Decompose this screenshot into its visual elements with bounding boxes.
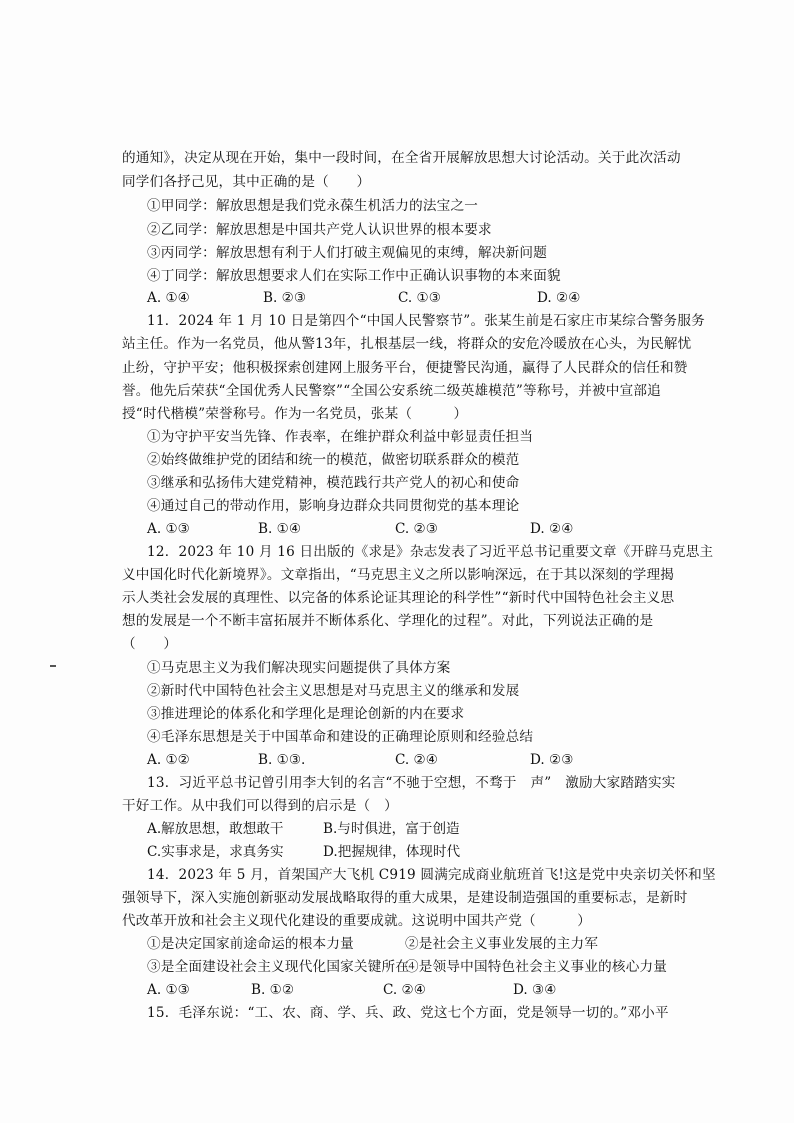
- q12-option-b: B. ①③.: [258, 752, 306, 768]
- q15-line-1: 15．毛泽东说：“工、农、商、学、兵、政、党这七个方面，党是领导一切的。”邓小平: [147, 1005, 669, 1021]
- q11-statement-4: ④通过自己的带动作用，影响身边群众共同贯彻党的基本理论: [147, 498, 520, 514]
- q14-line-3: 代改革开放和社会主义现代化建设的重要成就。这说明中国共产党（ ）: [122, 913, 591, 929]
- q10-option-b: B. ②③: [263, 290, 307, 306]
- q12-line-5: （ ）: [122, 636, 178, 652]
- q12-statement-2: ②新时代中国特色社会主义思想是对马克思主义的继承和发展: [147, 683, 520, 699]
- q14-statement-4: ④是领导中国特色社会主义事业的核心力量: [405, 959, 668, 975]
- q12-option-a: A. ①②: [147, 752, 190, 768]
- q12-line-4: 想的发展是一个不断丰富拓展并不断体系化、学理化的过程”。对此，下列说法正确的是: [122, 613, 654, 629]
- q11-option-d: D. ②④: [530, 521, 574, 537]
- q14-statement-3: ③是全面建设社会主义现代化国家关键所在: [147, 959, 410, 975]
- q10-statement-2: ②乙同学：解放思想是中国共产党人认识世界的根本要求: [147, 222, 492, 238]
- q12-option-d: D. ②③: [530, 752, 574, 768]
- q14-option-a: A. ①③: [147, 982, 190, 998]
- q13-line-2: 干好工作。从中我们可以得到的启示是（ ）: [122, 798, 398, 814]
- q13-option-c: C.实事求是，求真务实: [147, 844, 284, 860]
- q12-option-c: C. ②④: [395, 752, 438, 768]
- q10-statement-3: ③丙同学：解放思想有利于人们打破主观偏见的束缚，解决新问题: [147, 245, 548, 261]
- q11-line-4: 誉。他先后荣获“全国优秀人民警察”“全国公安系统二级英雄模范”等称号，并被中宣部追: [122, 383, 661, 399]
- q14-line-1: 14．2023 年 5 月，首架国产大飞机 C919 圆满完成商业航班首飞!这是党中央亲切关怀和坚: [147, 867, 716, 883]
- q13-line-1: 13．习近平总书记曾引用李大钊的名言“不驰于空想，不骛于 声” 激励大家踏踏实实: [147, 775, 676, 791]
- q14-option-b: B. ①②: [251, 982, 295, 998]
- q10-option-c: C. ①③: [398, 290, 441, 306]
- q11-line-5: 授“时代楷模”荣誉称号。作为一名党员，张某（ ）: [122, 406, 468, 422]
- q11-option-a: A. ①③: [147, 521, 190, 537]
- q12-statement-3: ③推进理论的体系化和学理化是理论创新的内在要求: [147, 706, 465, 722]
- q14-statement-1: ①是决定国家前途命运的根本力量: [147, 936, 354, 952]
- q11-line-1: 11．2024 年 1 月 10 日是第四个“中国人民警察节”。张某生前是石家庄市某综合警务服务: [147, 313, 705, 329]
- q11-statement-3: ③继承和弘扬伟大建党精神，模范践行共产党人的初心和使命: [147, 475, 520, 491]
- q12-statement-1: ①马克思主义为我们解决现实问题提供了具体方案: [147, 660, 451, 676]
- q12-line-1: 12．2023 年 10 月 16 日出版的《求是》杂志发表了习近平总书记重要文章《开辟马克思主: [147, 544, 714, 560]
- q10-option-a: A. ①④: [147, 290, 190, 306]
- q14-line-2: 强领导下，深入实施创新驱动发展战略取得的重大成果，是建设制造强国的重要标志，是新时: [122, 890, 688, 906]
- q10-statement-1: ①甲同学：解放思想是我们党永葆生机活力的法宝之一: [147, 198, 479, 214]
- q13-option-a: A.解放思想，敢想敢干: [147, 821, 284, 837]
- q10-statement-4: ④丁同学：解放思想要求人们在实际工作中正确认识事物的本来面貌: [147, 268, 561, 284]
- q12-line-3: 示人类社会发展的真理性、以完备的体系论证其理论的科学性”“新时代中国特色社会主义思: [122, 590, 675, 606]
- q12-line-2: 义中国化时代化新境界》。文章指出，“马克思主义之所以影响深远，在于其以深刻的学理揭: [122, 567, 675, 583]
- q11-line-3: 止纷，守护平安；他积极探索创建网上服务平台，便捷警民沟通，赢得了人民群众的信任和赞: [122, 360, 688, 376]
- q13-option-d: D.把握规律，体现时代: [323, 844, 461, 860]
- q11-option-c: C. ②③: [395, 521, 438, 537]
- q13-option-b: B.与时俱进，富于创造: [323, 821, 460, 837]
- q10-line-2: 同学们各抒己见，其中正确的是（ ）: [122, 174, 371, 190]
- q14-option-d: D. ③④: [513, 982, 557, 998]
- q11-line-2: 站主任。作为一名党员，他从警13年，扎根基层一线，将群众的安危冷暖放在心头，为民解忧: [122, 336, 692, 352]
- q11-statement-1: ①为守护平安当先锋、作表率，在维护群众利益中彰显责任担当: [147, 429, 534, 445]
- margin-mark: [50, 665, 56, 667]
- q12-statement-4: ④毛泽东思想是关于中国革命和建设的正确理论原则和经验总结: [147, 729, 534, 745]
- q14-statement-2: ②是社会主义事业发展的主力军: [405, 936, 599, 952]
- q14-option-c: C. ②④: [383, 982, 426, 998]
- q11-option-b: B. ①④: [258, 521, 302, 537]
- q11-statement-2: ②始终做维护党的团结和统一的模范，做密切联系群众的模范: [147, 452, 520, 468]
- q10-option-d: D. ②④: [537, 290, 581, 306]
- q10-line-1: 的通知》，决定从现在开始，集中一段时间，在全省开展解放思想大讨论活动。关于此次活动: [122, 150, 681, 166]
